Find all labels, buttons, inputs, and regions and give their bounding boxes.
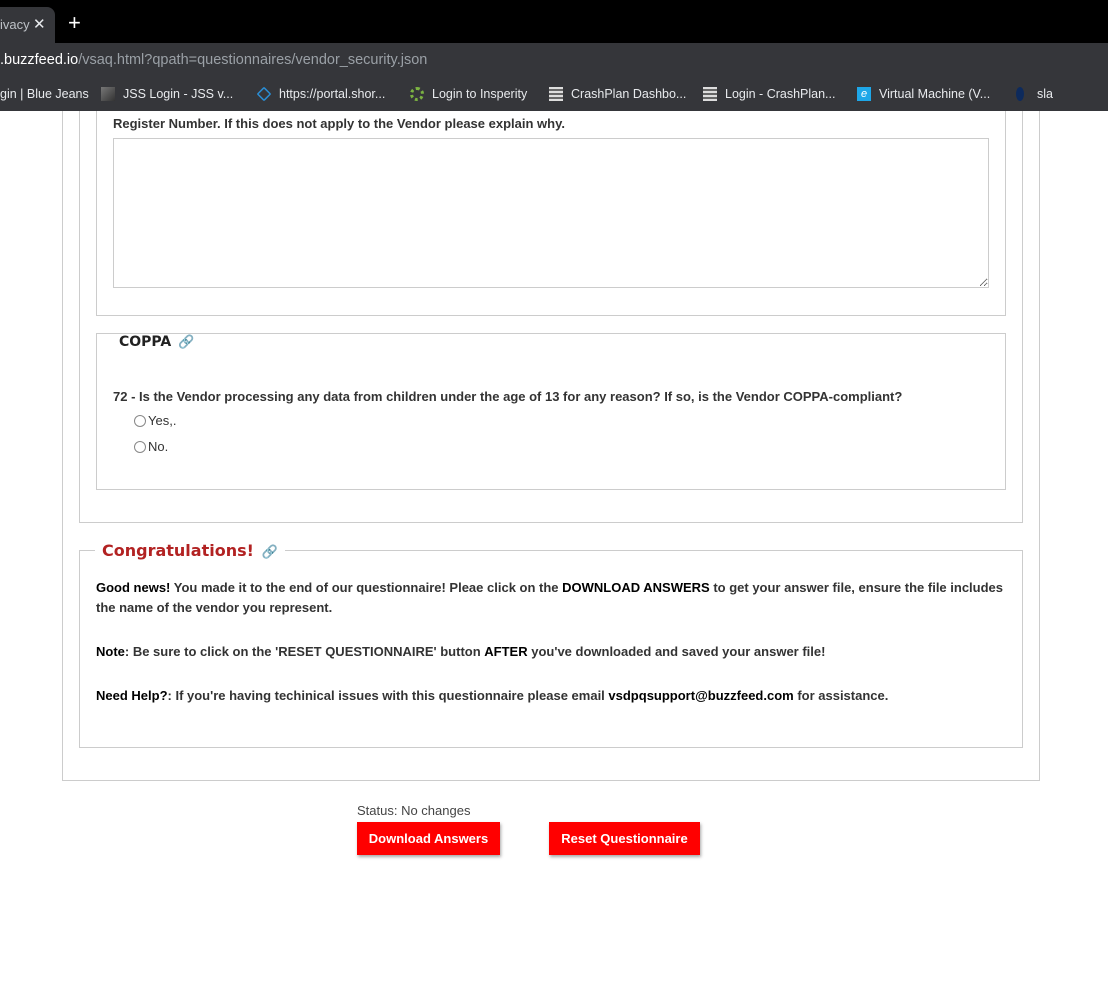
bookmark-label: sla [1037,87,1053,101]
bookmark-label: CrashPlan Dashbo... [571,87,687,101]
close-tab-icon[interactable]: ✕ [33,16,46,33]
support-email: vsdpqsupport@buzzfeed.com [608,688,794,703]
url-host: .buzzfeed.io [0,52,79,68]
insperity-icon [410,87,424,101]
bookmark-jss-login[interactable] [101,84,233,104]
bookmark-crashplan-login[interactable] [703,84,835,104]
radio-label: No. [148,439,169,454]
ie-icon: e [857,87,871,101]
address-bar[interactable] [0,43,1108,78]
bookmark-virtual-machine[interactable] [857,84,990,104]
radio-button[interactable] [134,441,146,453]
bookmark-label: gin | Blue Jeans [0,87,89,101]
sla-icon [1016,87,1024,101]
status-text: Status: No changes [357,803,471,818]
tab-title: ivacy [0,17,30,32]
jss-icon [101,87,115,101]
congrats-paragraph-note [96,642,1010,662]
radio-label: Yes,. [148,413,177,428]
radio-button[interactable] [134,415,146,427]
para-text: : If you're having techinical issues with this questionnaire please email [167,688,609,703]
reset-questionnaire-button[interactable]: Reset Questionnaire [549,822,700,855]
crashplan-icon [549,87,563,101]
crashplan-icon [703,87,717,101]
coppa-legend [112,334,201,350]
bookmarks-bar [0,78,1108,111]
url-path: /vsaq.html?qpath=questionnaires/vendor_security.json [78,52,428,68]
link-icon[interactable]: 🔗 [261,545,278,560]
coppa-title: COPPA [119,334,172,350]
congrats-paragraph-good-news [96,578,1010,618]
bookmark-label: JSS Login - JSS v... [123,87,234,101]
para-lead: Good news! [96,580,171,595]
bookmark-label: https://portal.shor... [279,87,386,101]
new-tab-button[interactable]: + [68,10,81,35]
para-text: you've downloaded and saved your answer file! [527,644,826,659]
bookmark-crashplan-dashboard[interactable] [549,84,686,104]
coppa-question: 72 - Is the Vendor processing any data from children under the age of 13 for any reason? If so, is the Vendor COPPA-compliant? [113,389,903,404]
bookmark-insperity[interactable] [410,84,527,104]
para-lead: Note [96,644,125,659]
link-icon[interactable]: 🔗 [178,335,195,350]
tab-strip [0,0,1108,43]
para-strong: DOWNLOAD ANSWERS [562,580,710,595]
bookmark-portal[interactable] [257,84,385,104]
congrats-paragraph-help [96,686,1010,706]
radio-option-no[interactable] [134,439,168,454]
para-strong: AFTER [484,644,528,659]
para-text: You made it to the end of our questionnaire! Pleae click on the [170,580,563,595]
bookmark-label: Login - CrashPlan... [725,87,836,101]
question-label: Register Number. If this does not apply to the Vendor please explain why. [113,116,565,131]
browser-tab[interactable] [0,7,55,43]
congrats-legend [95,541,285,560]
url-text[interactable] [0,52,427,68]
radio-option-yes[interactable] [134,413,176,428]
download-answers-button[interactable]: Download Answers [357,822,500,855]
para-text: to get your answer file, ensure the file includes the name of the vendor you represent. [96,580,1004,615]
coppa-fieldset [96,333,1006,490]
para-lead: Need Help? [96,688,168,703]
congrats-title: Congratulations! [102,541,254,560]
bookmark-blue-jeans[interactable] [0,84,89,104]
bookmark-label: Login to Insperity [432,87,528,101]
para-text: : Be sure to click on the 'RESET QUESTIONNAIRE' button [124,644,485,659]
bookmark-sla[interactable] [1013,84,1053,104]
para-text: for assistance. [793,688,889,703]
bookmark-label: Virtual Machine (V... [879,87,991,101]
portal-icon [257,87,272,102]
answer-textarea[interactable] [113,138,989,288]
